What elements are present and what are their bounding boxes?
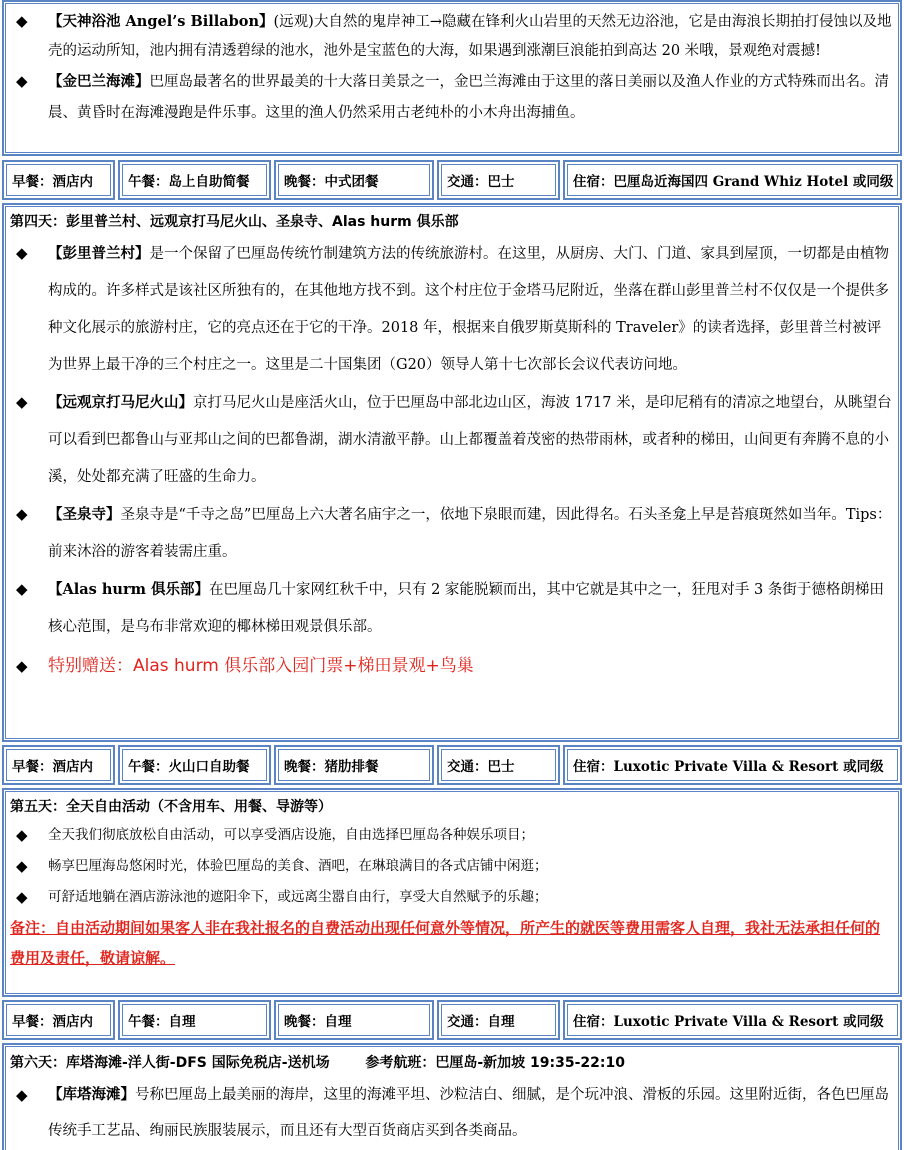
dinner-cell: 晚餐：中式团餐 (274, 160, 434, 200)
diamond-bullet-icon: ◆ (16, 580, 28, 598)
free-activity-text: 畅享巴厘海岛悠闲时光，体验巴厘岛的美食、酒吧，在琳琅满目的各式店铺中闲逛； (48, 858, 548, 874)
attraction-angels-billabong (10, 4, 894, 66)
diamond-bullet-icon: ◆ (16, 857, 28, 875)
day5-block (2, 788, 902, 997)
lunch-cell: 午餐：火山口自助餐 (118, 745, 271, 785)
diamond-bullet-icon: ◆ (16, 12, 28, 30)
attraction-title: 【库塔海滩】 (48, 1086, 135, 1103)
attraction-text: 是一个保留了巴厘岛传统竹制建筑方法的传统旅游村。在这里，从厨房、大门、门道、家具到屋顶，一切都是由植物构成的。许多样式是该社区所独有的，在其他地方找不到。这个村庄位于金塔马尼附近，坐落在群山彭里普兰村不仅仅是一个提供多种文化展示的旅游村庄，它的亮点还在于它的干净。2018 年，根据来自俄罗斯莫斯科的 Traveler》的读者选择，彭里普兰村被评为世界上最干净的三个村庄之一。这里是二十国集团（G20）领导人第十七次部长会议代表访问地。 (48, 246, 889, 373)
attraction-text: 圣泉寺是“千寺之岛”巴厘岛上六大著名庙宇之一，依地下泉眼而建，因此得名。石头圣龛上早是苔痕斑然如当年。Tips：前来沐浴的游客着装需庄重。 (48, 507, 892, 560)
diamond-bullet-icon: ◆ (16, 826, 28, 844)
attraction-title: 【远观京打马尼火山】 (48, 394, 193, 411)
special-gift (10, 646, 894, 686)
hotel-cell: 住宿：Luxotic Private Villa & Resort 或同级 (563, 745, 902, 785)
gift-text: 特别赠送：Alas hurm 俱乐部入园门票+梯田景观+鸟巢 (48, 656, 474, 676)
hotel-cell: 住宿：巴厘岛近海国四 Grand Whiz Hotel 或同级 (563, 160, 902, 200)
diamond-bullet-icon: ◆ (16, 657, 28, 675)
day6-block (2, 1043, 902, 1150)
attraction-title: 【天神浴池 Angel’s Billabon】 (48, 13, 274, 30)
diamond-bullet-icon: ◆ (16, 244, 28, 262)
attraction-text: 号称巴厘岛上最美丽的海岸，这里的海滩平坦、沙粒洁白、细腻，是个玩冲浪、滑板的乐园。这里附近街，各色巴厘岛传统手工艺品、绚丽民族服装展示，而且还有大型百货商店买到各类商品。 (48, 1087, 889, 1139)
free-activity-item (10, 882, 894, 913)
attraction-text: 京打马尼火山是座活火山，位于巴厘岛中部北边山区，海波 1717 米，是印尼稍有的清凉之地望台，从眺望台可以看到巴都鲁山与亚邦山之间的巴都鲁湖，湖水清澈平静。山上都覆盖着茂密的热带雨林，或者种的梯田，山间更有奔腾不息的小溪，处处都充满了旺盛的生命力。 (48, 395, 892, 485)
day4-block (2, 203, 902, 742)
attraction-text: (远观)大自然的鬼岸神工→隐藏在锋利火山岩里的天然无边浴池，它是由海浪长期拍打侵蚀以及地壳的运动所知，池内拥有清透碧绿的池水，池外是宝蓝色的大海，如果遇到涨潮巨浪能拍到高达 20 米哦，景观绝对震撼! (48, 14, 892, 59)
disclaimer-note: 备注：自由活动期间如果客人非在我社报名的自费活动出现任何意外等情况，所产生的就医等费用需客人自理，我社无法承担任何的费用及责任，敬请谅解。 (10, 919, 881, 967)
transport-cell: 交通：自理 (437, 1000, 560, 1040)
day3-continuation-block (2, 0, 902, 156)
transport-cell: 交通：巴士 (437, 745, 560, 785)
lunch-cell: 午餐：自理 (118, 1000, 271, 1040)
diamond-bullet-icon: ◆ (16, 505, 28, 523)
meals-row-day3 (2, 160, 902, 200)
attraction-title: 【金巴兰海滩】 (48, 73, 150, 90)
meals-row-day5 (2, 1000, 902, 1040)
day6-title-text: 第六天：库塔海滩-洋人街-DFS 国际免税店-送机场 (10, 1055, 330, 1071)
diamond-bullet-icon: ◆ (16, 1086, 28, 1104)
reference-flight: 参考航班：巴厘岛-新加坡 19:35-22:10 (365, 1055, 625, 1071)
breakfast-cell: 早餐：酒店内 (2, 160, 115, 200)
hotel-cell: 住宿：Luxotic Private Villa & Resort 或同级 (563, 1000, 902, 1040)
attraction-title: 【Alas hurm 俱乐部】 (48, 581, 209, 598)
breakfast-cell: 早餐：酒店内 (2, 745, 115, 785)
attraction-text: 在巴厘岛几十家网红秋千中，只有 2 家能脱颖而出，其中它就是其中之一，狂甩对手 3 条街于德格朗梯田核心范围，是乌布非常欢迎的椰林梯田观景俱乐部。 (48, 582, 884, 635)
attraction-text: 巴厘岛最著名的世界最美的十大落日美景之一，金巴兰海滩由于这里的落日美丽以及渔人作业的方式特殊而出名。清晨、黄昏时在海滩漫跑是件乐事。这里的渔人仍然采用古老纯朴的小木舟出海捕鱼。 (48, 74, 889, 121)
day5-title: 第五天：全天自由活动（不含用车、用餐、导游等） (10, 799, 332, 815)
diamond-bullet-icon: ◆ (16, 888, 28, 906)
attraction-kintamani-volcano (10, 384, 894, 496)
lunch-cell: 午餐：岛上自助简餐 (118, 160, 271, 200)
breakfast-cell: 早餐：酒店内 (2, 1000, 115, 1040)
attraction-tirta-empul (10, 496, 894, 571)
attraction-penglipuran-village (10, 235, 894, 384)
transport-cell: 交通：巴士 (437, 160, 560, 200)
attraction-jimbaran-beach (10, 66, 894, 129)
day6-title (10, 1047, 894, 1077)
meals-row-day4 (2, 745, 902, 785)
day4-title: 第四天：彭里普兰村、远观京打马尼火山、圣泉寺、Alas hurm 俱乐部 (10, 214, 459, 230)
attraction-alas-harum-club (10, 571, 894, 646)
free-activity-item (10, 820, 894, 851)
diamond-bullet-icon: ◆ (16, 72, 28, 90)
dinner-cell: 晚餐：自理 (274, 1000, 434, 1040)
dinner-cell: 晚餐：猪肋排餐 (274, 745, 434, 785)
attraction-title: 【圣泉寺】 (48, 506, 121, 523)
attraction-kuta-beach (10, 1077, 894, 1149)
diamond-bullet-icon: ◆ (16, 393, 28, 411)
free-activity-text: 全天我们彻底放松自由活动，可以享受酒店设施，自由选择巴厘岛各种娱乐项目； (48, 827, 534, 843)
attraction-title: 【彭里普兰村】 (48, 245, 150, 262)
free-activity-text: 可舒适地躺在酒店游泳池的遮阳伞下，或远离尘嚣自由行，享受大自然赋予的乐趣； (48, 889, 548, 905)
free-activity-item (10, 851, 894, 882)
